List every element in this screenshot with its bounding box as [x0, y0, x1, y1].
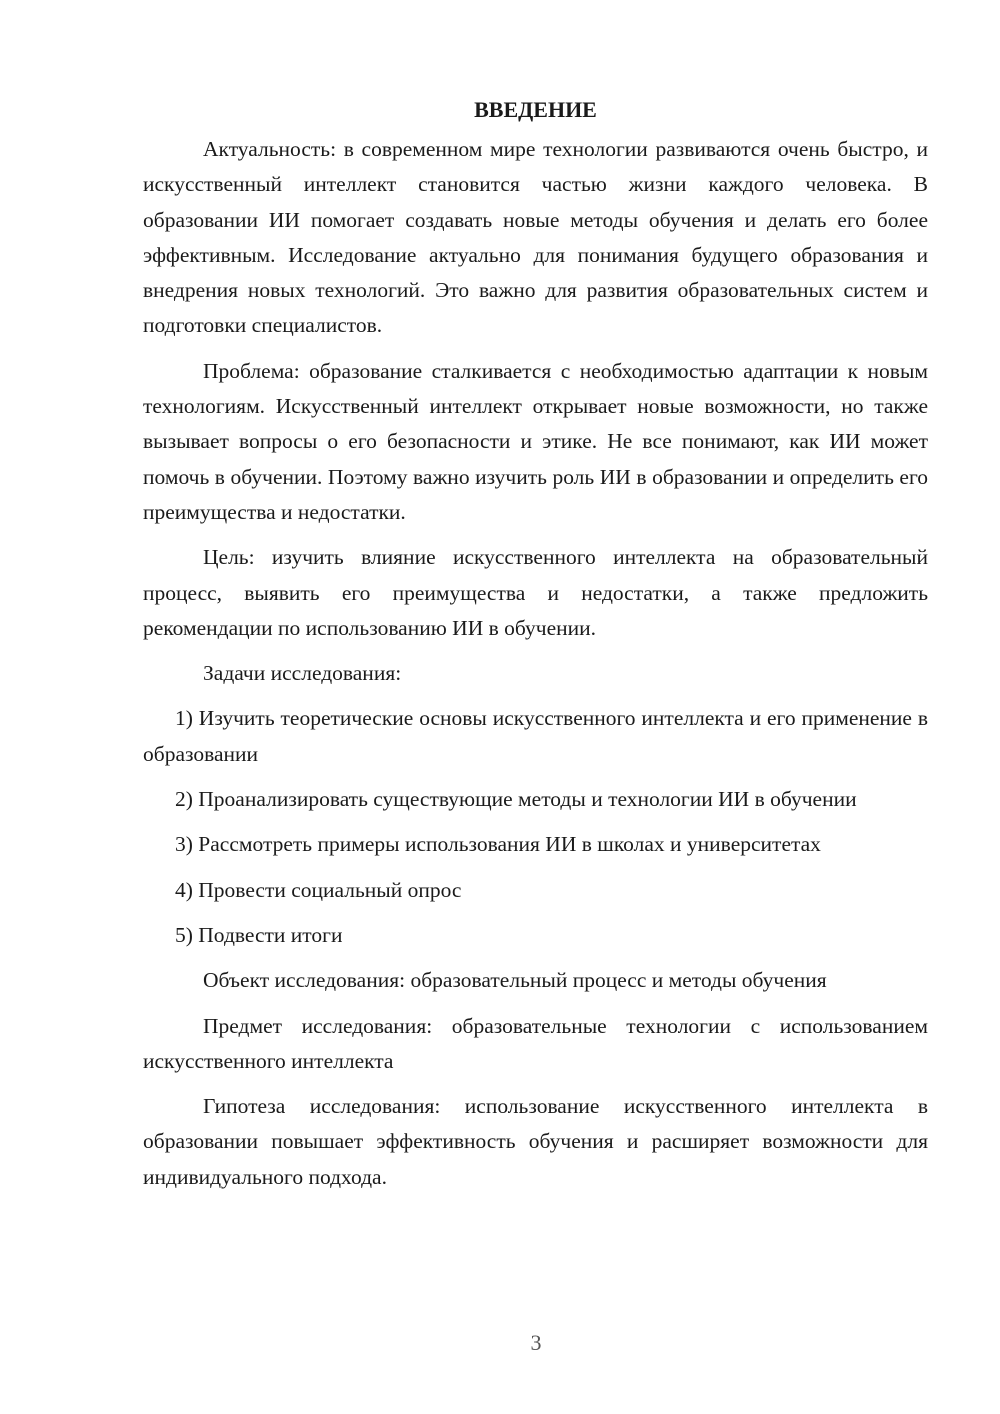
paragraph-problem: Проблема: образование сталкивается с необходимостью адаптации к новым технологиям. Искусственный интеллект открывает новые возможности, но также вызывает вопросы о его безопасности и этике. Не все понимают, как ИИ может помочь в обучении. Поэтому важно изучить роль ИИ в образовании и определить его преимущества и недостатки.: [143, 358, 928, 524]
paragraph-hypothesis: Гипотеза исследования: использование искусственного интеллекта в образовании повышает эффективность обучения и расширяет возможности для индивидуального подхода.: [143, 1094, 928, 1189]
task-item-5: 5) Подвести итоги: [175, 922, 343, 947]
section-title: ВВЕДЕНИЕ: [474, 97, 597, 122]
paragraph-tasks-heading: Задачи исследования:: [203, 661, 402, 686]
paragraph-object: Объект исследования: образовательный процесс и методы обучения: [203, 968, 827, 993]
document-page: [143, 92, 928, 1205]
task-item-2: 2) Проанализировать существующие методы и технологии ИИ в обучении: [175, 787, 857, 812]
paragraph-goal: Цель: изучить влияние искусственного интеллекта на образовательный процесс, выявить его преимущества и недостатки, а также предложить рекомендации по использованию ИИ в обучении.: [143, 545, 928, 640]
page-number: 3: [530, 1330, 542, 1355]
paragraph-relevance: Актуальность: в современном мире технологии развиваются очень быстро, и искусственный интеллект становится частью жизни каждого человека. В образовании ИИ помогает создавать новые методы обучения и делать его более эффективным. Исследование актуально для понимания будущего образования и внедрения новых технологий. Это важно для развития образовательных систем и подготовки специалистов.: [143, 137, 928, 338]
task-item-4: 4) Провести социальный опрос: [175, 877, 462, 902]
task-item-3: 3) Рассмотреть примеры использования ИИ в школах и университетах: [175, 832, 821, 857]
paragraph-subject: Предмет исследования: образовательные технологии с использованием искусственного интеллекта: [143, 1013, 928, 1073]
task-item-1: 1) Изучить теоретические основы искусственного интеллекта и его применение в образовании: [143, 706, 928, 766]
